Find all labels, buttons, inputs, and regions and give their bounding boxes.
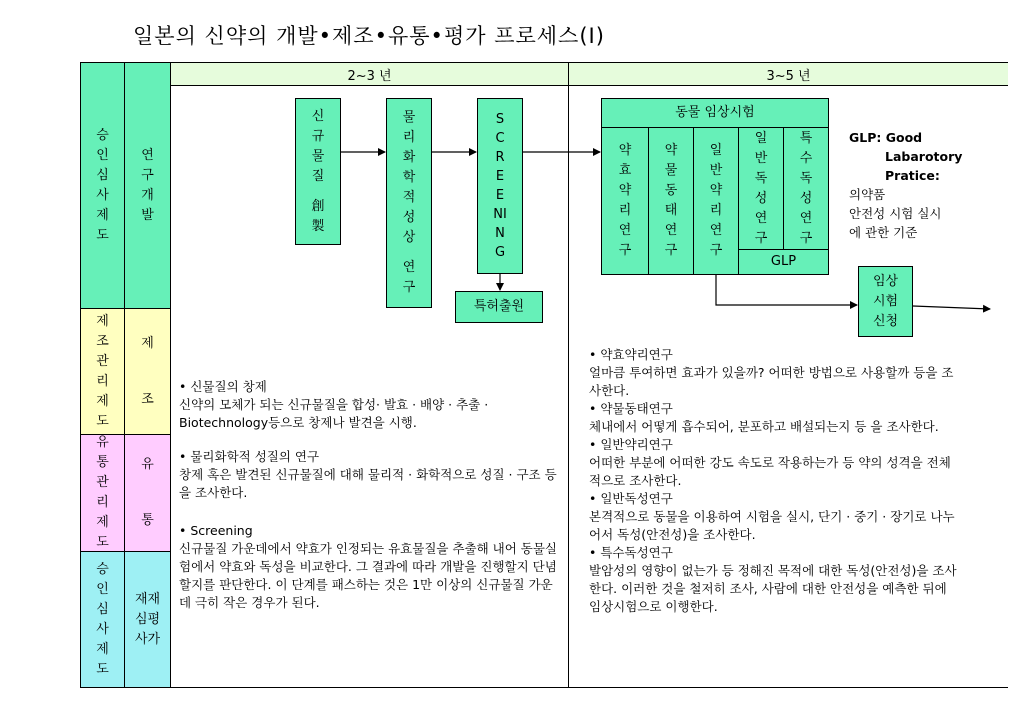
period-header-2: 3~5 년 [568,62,1008,86]
animal-col-4: 일반독성연구 [738,127,784,250]
animal-col-2: 약물동태연구 [648,127,694,275]
patent-box: 특허출원 [455,291,543,323]
period-header-1: 2~3 년 [170,62,569,86]
page-title: 일본의 신약의 개발•제조•유통•평가 프로세스(Ⅰ) [133,24,605,48]
glp-box: GLP [738,249,829,275]
animal-col-3: 일반약리연구 [693,127,739,275]
arrow-out [913,306,990,309]
glp-note: GLP: Good Labarotory Pratice: 의약품 안전성 시험 실시 에 관한 기준 [849,130,963,240]
arrow-to-clinical [716,275,857,305]
row3-col2: 유통 [124,434,171,552]
animal-col-1: 약효약리연구 [601,127,649,275]
right-description: • 약효약리연구 얼마큼 투여하면 효과가 있을까? 어떠한 방법으로 사용할까 등을 조사한다. • 약물동태연구 체내에서 어떻게 흡수되어, 분포하고 배설되는지 등 을 조사한다. • 일반약리연구 어떠한 부분에 어떠한 강도 속도로 작용하는가 등 약의 성격을 전체적으로 조사한다. • 일반독성연구 본격적으로 동물을 이용하여 시험을 실시, 단기 · 중기 · 장기로 나누어서 독성(안전성)을 조사한다. • 특수독성연구 발암성의 영향이 없는가 등 정해진 목적에 대한 독성(안전성)을 조사한다. 이러한 것을 철저히 조사, 사람에 대한 안전성을 예측한 뒤에 임상시험으로 이행한다. [589,347,957,614]
row1-col2: 연구개발 [124,62,171,309]
left-description: • 신물질의 창제 신약의 모체가 되는 신규물질을 합성· 발효 · 배양 · 추출 · Biotechnology등으로 창제나 발견을 시행. • 물리화학적 성질의 연구 창제 혹은 발견된 신규물질에 대해 물리적 · 화학적으로 성질 · 구조 등을 조사한다. • Screening 신규물질 가운데에서 약효가 인정되는 유효물질을 추출해 내어 동물실험에서 약효와 독성을 비교한다. 그 결과에 따라 개발을 진행할지 단념할지를 판단한다. 이 단계를 패스하는 것은 1만 이상의 신규물질 가운데 극히 작은 경우가 된다. [179,379,557,610]
screening-box: SCREENING [477,98,523,274]
row2-col2: 제조 [124,308,171,435]
new-substance-box: 신규물질 創製 [295,98,341,245]
row4-col2: 재재 심평 사가 [124,551,171,688]
animal-trial-header: 동물 임상시험 [601,98,829,128]
physchem-box: 물리화학적성상 연구 [386,98,432,308]
row3-col1: 유통관리제도 [80,434,125,552]
clinical-trial-box: 임상 시험 신청 [858,266,913,337]
row4-col1: 승인심사제도 [80,551,125,688]
row1-col1: 승인심사제도 [80,62,125,309]
animal-col-5: 특수독성연구 [783,127,829,250]
row2-col1: 제조관리제도 [80,308,125,435]
